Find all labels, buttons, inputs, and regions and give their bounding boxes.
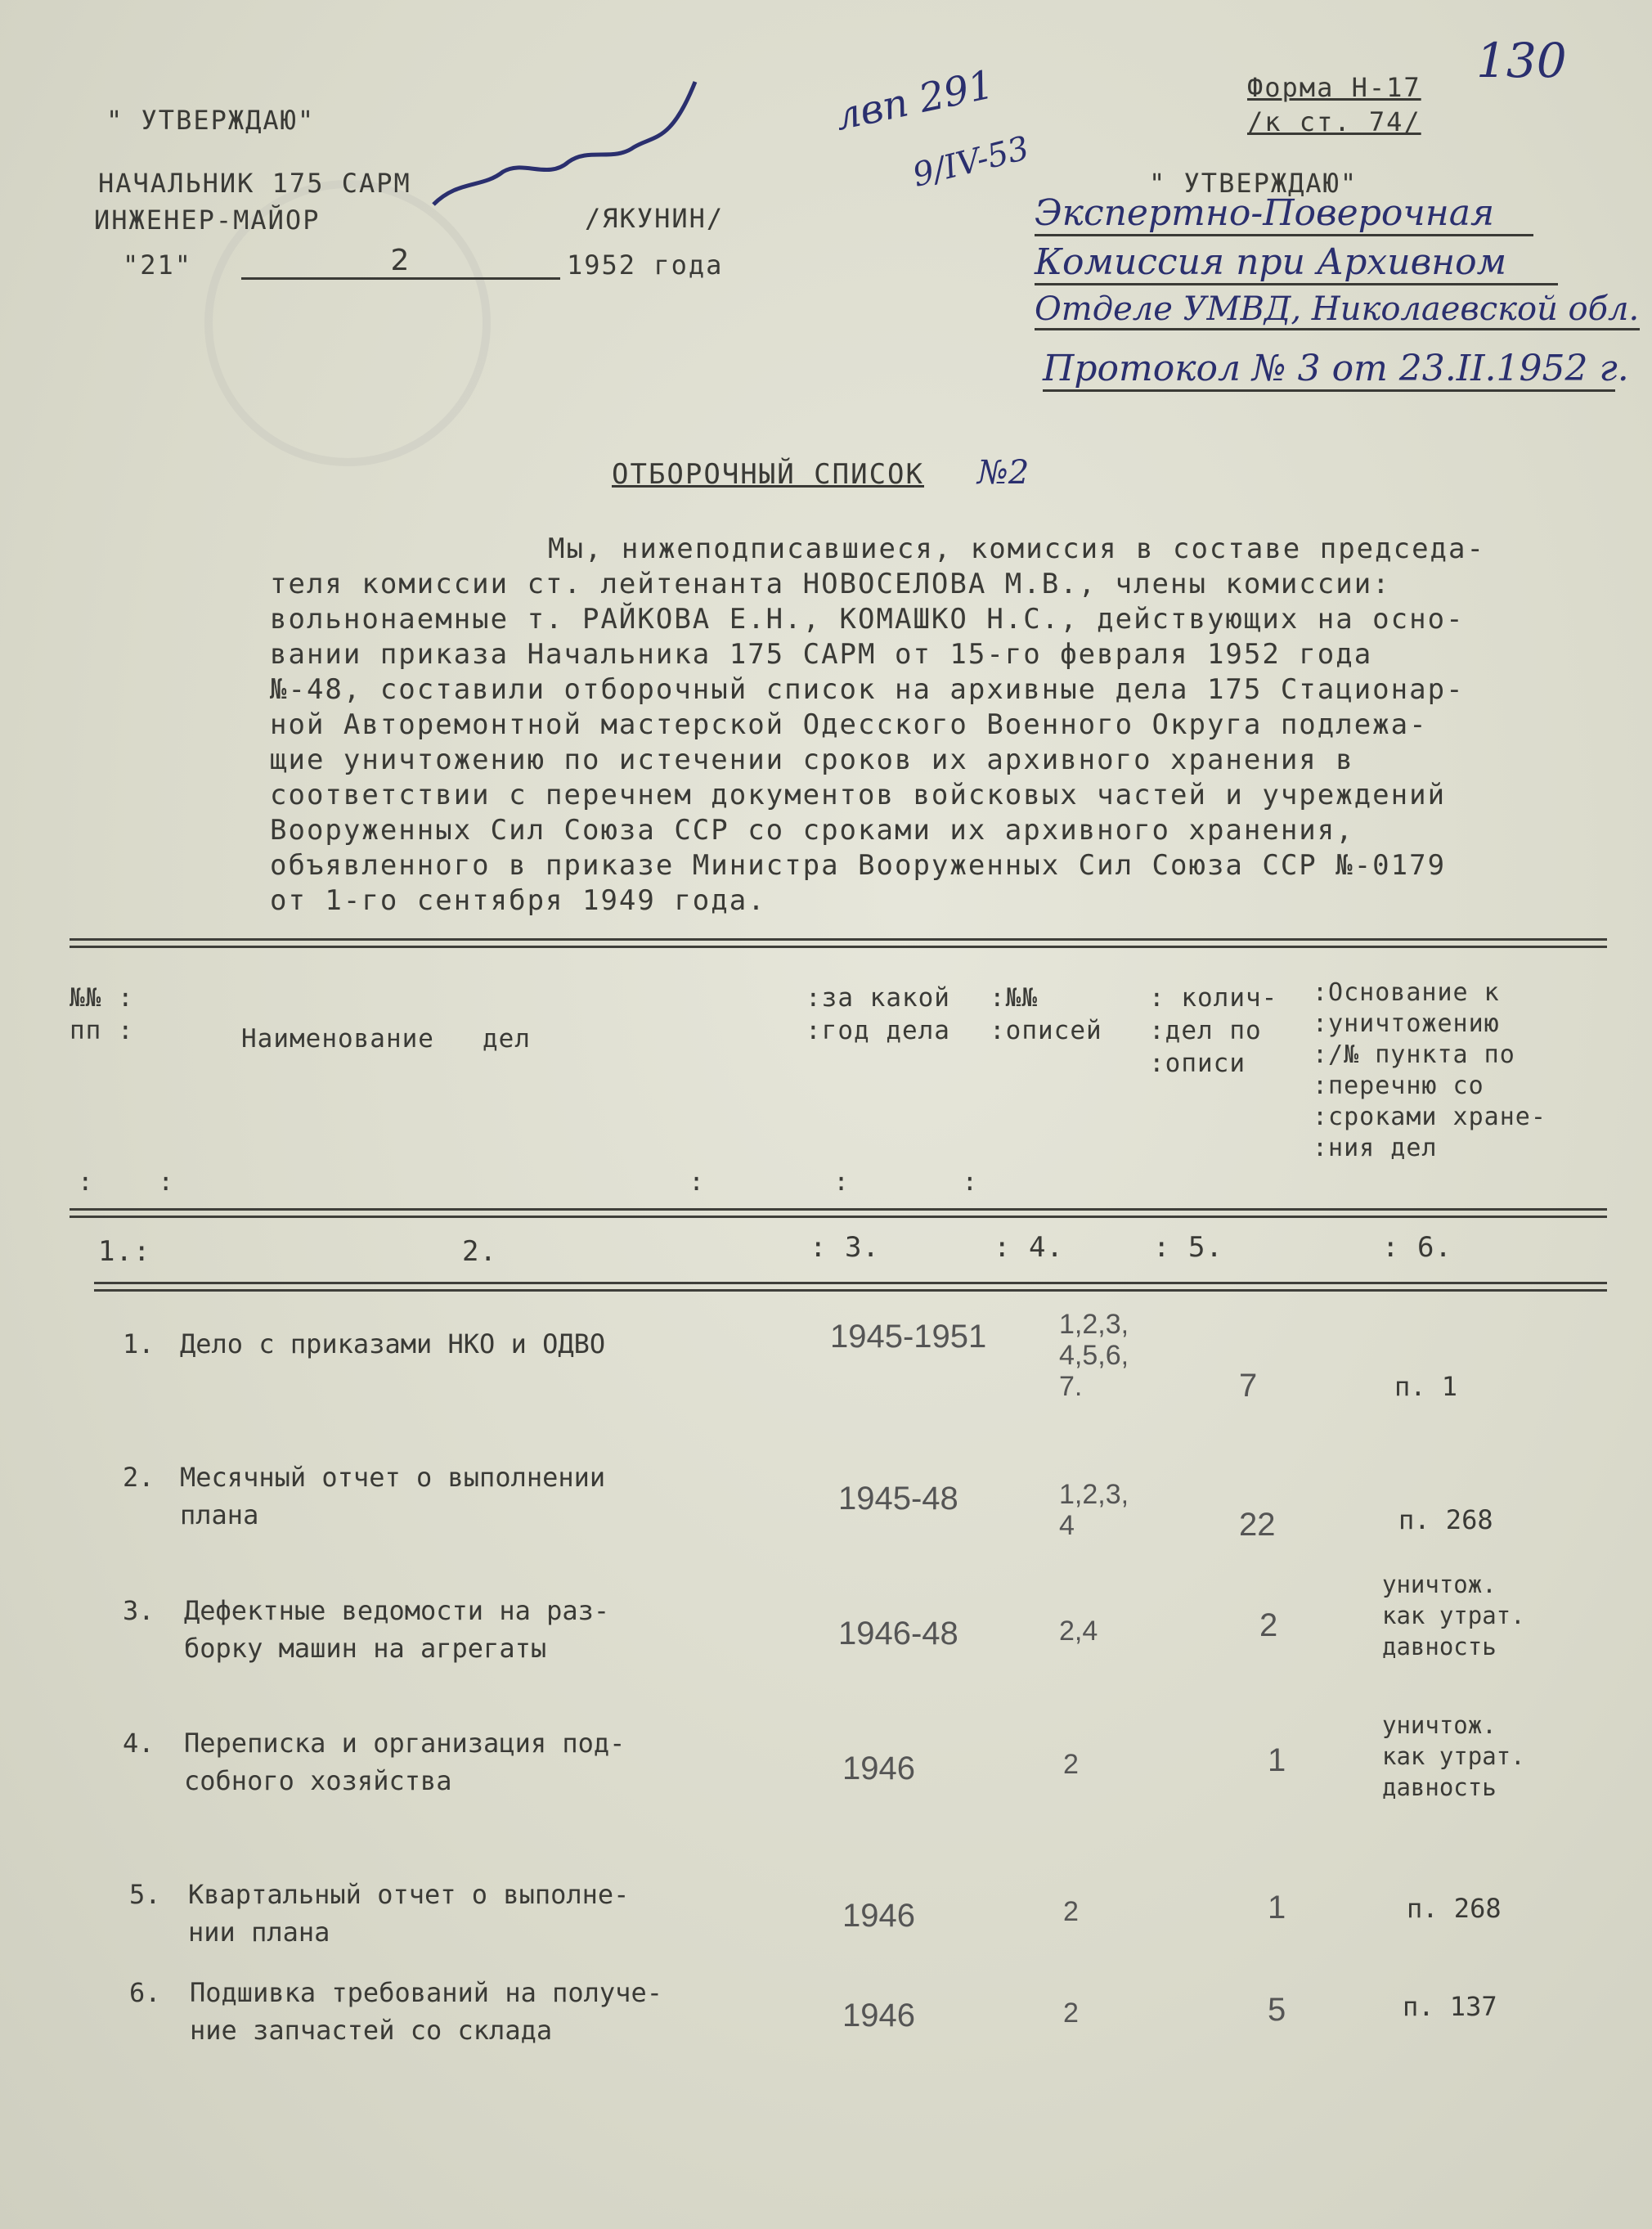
column-number-2: 2. [462,1235,497,1268]
commission-protocol: Протокол № 3 от 23.II.1952 г. [1043,348,1615,392]
commission-line-1: Экспертно-Поверочная [1035,192,1533,236]
table-row-1-year: 1945-1951 [830,1319,987,1355]
table-row-3-name: Дефектные ведомости на раз- борку машин на агрегаты [184,1595,610,1664]
table-top-rule-1 [70,938,1607,941]
table-row-6-num: 6. [129,1977,161,2008]
table-row-2-inventories: 1,2,3, 4 [1059,1479,1129,1541]
table-row-6-name: Подшивка требований на получе- ние запчастей со склада [190,1977,662,2046]
intro-line-10: объявленного в приказе Министра Вооруженных Сил Союза ССР №-0179 [270,849,1447,882]
chief-name: /ЯКУНИН/ [585,203,725,234]
approve-day: "21" [123,249,193,281]
form-article: /к ст. 74/ [1247,106,1421,137]
intro-line-3: вольнонаемные т. РАЙКОВА Е.Н., КОМАШКО Н.С., действующих на осно- [270,603,1465,636]
document-title-number: №2 [977,454,1030,492]
signature-chief [425,65,703,229]
table-row-4-year: 1946 [842,1750,915,1786]
approve-month: 2 [241,244,560,280]
approve-label-right: " УТВЕРЖДАЮ" [1149,168,1358,199]
table-row-1-name: Дело с приказами НКО и ОДВО [180,1328,606,1359]
table-row-3-num: 3. [123,1595,155,1626]
column-header-number: №№ : пп : [70,983,134,1045]
column-number-5: : 5. [1153,1231,1223,1264]
column-header-name: Наименование дел [241,1024,531,1054]
handwritten-note-b: 9/IV-53 [909,129,1033,195]
table-row-5-inventories: 2 [1063,1896,1079,1927]
intro-line-4: вании приказа Начальника 175 САРМ от 15-го февраля 1952 года [270,638,1373,671]
table-row-2-name: Месячный отчет о выполнении плана [180,1462,606,1530]
table-row-4-inventories: 2 [1063,1749,1079,1780]
commission-line-3: Отделе УМВД, Николаевской обл. [1035,290,1640,330]
table-header-rule-2 [70,1216,1607,1218]
column-header-basis: :Основание к :уничтожению :/№ пункта по :перечню со :сроками хране- :ния дел [1313,978,1547,1162]
commission-line-2: Комиссия при Архивном [1035,241,1558,285]
document-title: ОТБОРОЧНЫЙ СПИСОК [612,458,924,491]
table-row-1-num: 1. [123,1328,155,1359]
table-row-3-year: 1946-48 [838,1616,958,1652]
intro-line-6: ной Авторемонтной мастерской Одесского Военного Округа подлежа- [270,708,1428,741]
table-row-5-num: 5. [129,1879,161,1910]
table-row-4-name: Переписка и организация под- собного хозяйства [184,1728,626,1796]
table-row-4-basis: уничтож. как утрат. давность [1382,1711,1525,1801]
table-numbers-rule-1 [94,1282,1607,1284]
table-row-2-year: 1945-48 [838,1481,958,1517]
chief-title: НАЧАЛЬНИК 175 САРМ [98,168,411,199]
approve-label-left: " УТВЕРЖДАЮ" [106,105,316,136]
column-number-4: : 4. [994,1231,1064,1264]
intro-line-7: щие уничтожению по истечении сроков их архивного хранения в [270,744,1354,776]
table-row-5-name: Квартальный отчет о выполне- нии плана [188,1879,630,1948]
table-row-3-count: 2 [1259,1607,1278,1643]
intro-line-1: Мы, нижеподписавшиеся, комиссия в составе председа- [548,533,1485,565]
intro-line-2: теля комиссии ст. лейтенанта НОВОСЕЛОВА М.В., члены комиссии: [270,568,1391,600]
table-row-6-count: 5 [1268,1992,1286,2028]
intro-line-9: Вооруженных Сил Союза ССР со сроками их архивного хранения, [270,814,1354,847]
column-number-3: : 3. [810,1231,880,1264]
table-row-4-num: 4. [123,1728,155,1759]
form-number: Форма Н-17 [1247,72,1421,103]
table-numbers-rule-2 [94,1289,1607,1292]
table-row-1-count: 7 [1239,1368,1258,1404]
table-row-6-year: 1946 [842,1998,915,2034]
intro-line-8: соответствии с перечнем документов войсковых частей и учреждений [270,779,1447,811]
column-header-inventories: :№№ :описей [990,983,1102,1045]
intro-line-11: от 1-го сентября 1949 года. [270,884,766,917]
table-row-2-num: 2. [123,1462,155,1493]
table-row-6-basis: п. 137 [1403,1991,1497,2022]
table-row-2-basis: п. 268 [1398,1504,1493,1535]
handwritten-note-a: лвп 291 [831,61,998,140]
chief-rank: ИНЖЕНЕР-МАЙОР [94,204,321,236]
table-row-3-inventories: 2,4 [1059,1616,1098,1647]
column-header-colons: : : : : : [78,1167,979,1197]
table-row-2-count: 22 [1239,1507,1276,1543]
intro-line-5: №-48, составили отборочный список на архивные дела 175 Стационар- [270,673,1465,706]
table-header-rule-1 [70,1208,1607,1211]
table-row-5-year: 1946 [842,1898,915,1934]
table-row-4-count: 1 [1268,1742,1286,1778]
column-number-6: : 6. [1382,1231,1452,1264]
table-row-1-basis: п. 1 [1394,1371,1458,1402]
table-row-1-inventories: 1,2,3, 4,5,6, 7. [1059,1309,1129,1402]
folio-number: 130 [1476,33,1567,88]
column-header-year: :за какой :год дела [806,983,950,1045]
approve-year: 1952 года [567,249,724,281]
column-header-count: : колич- :дел по :описи [1149,983,1278,1078]
table-row-3-basis: уничтож. как утрат. давность [1382,1571,1525,1661]
table-row-6-inventories: 2 [1063,1998,1079,2029]
column-number-1: 1.: [98,1235,151,1268]
table-row-5-count: 1 [1268,1890,1286,1926]
table-row-5-basis: п. 268 [1407,1893,1502,1924]
table-top-rule-2 [70,946,1607,948]
